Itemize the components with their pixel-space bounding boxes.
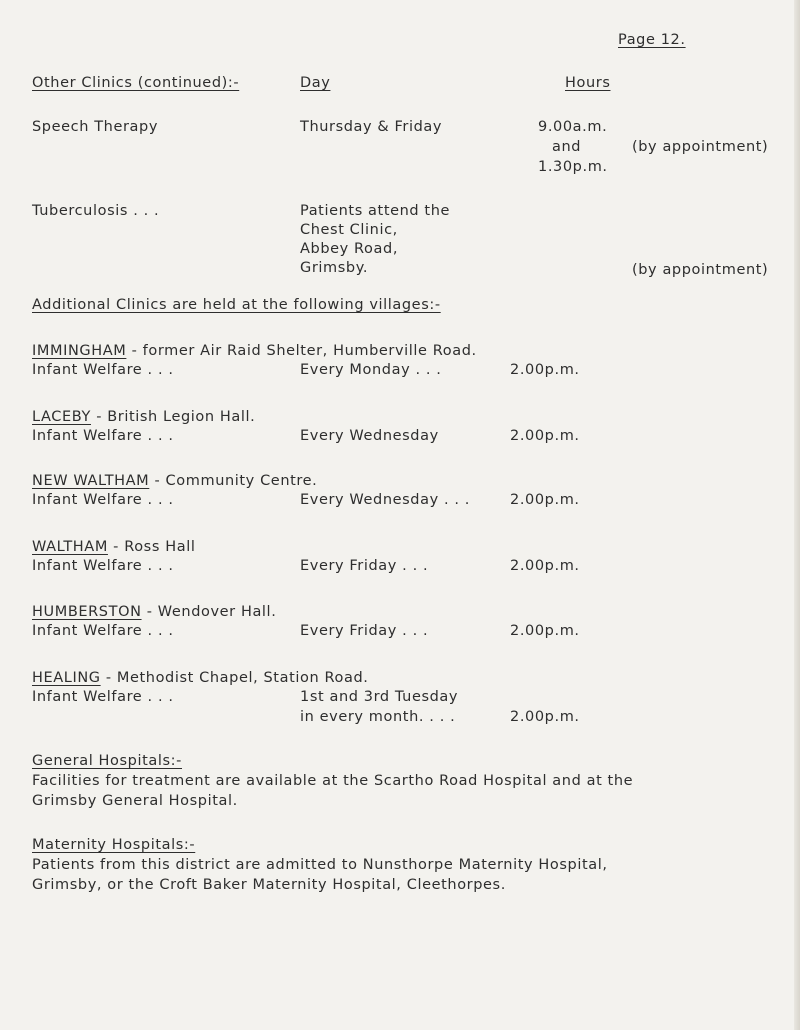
- general-hospitals-heading: General Hospitals:-: [32, 753, 182, 769]
- village-venue: - Methodist Chapel, Station Road.: [100, 670, 369, 686]
- appointment-note: (by appointment): [632, 139, 769, 155]
- clinic-type: Infant Welfare . . .: [32, 623, 174, 639]
- page-edge-shadow: [794, 0, 800, 1030]
- clinic-day: Every Friday . . .: [300, 558, 429, 574]
- clinic-detail: Abbey Road,: [300, 241, 399, 257]
- village-name: LACEBY: [32, 409, 91, 425]
- page-number: Page 12.: [618, 32, 686, 48]
- village-entry: [32, 472, 317, 490]
- clinic-day: Every Friday . . .: [300, 623, 429, 639]
- clinic-time: 2.00p.m.: [510, 623, 580, 639]
- general-hospitals-text: Facilities for treatment are available at the Scartho Road Hospital and at the: [32, 773, 634, 789]
- clinic-day: 1st and 3rd Tuesday: [300, 689, 459, 705]
- maternity-hospitals-text: Patients from this district are admitted to Nunsthorpe Maternity Hospital,: [32, 857, 608, 873]
- villages-heading: Additional Clinics are held at the following villages:-: [32, 297, 441, 313]
- clinic-time: 2.00p.m.: [510, 428, 580, 444]
- clinic-type: Infant Welfare . . .: [32, 492, 174, 508]
- village-name: NEW WALTHAM: [32, 473, 150, 489]
- clinic-type: Infant Welfare . . .: [32, 428, 174, 444]
- clinic-day: Every Wednesday . . .: [300, 492, 471, 508]
- clinic-detail: Chest Clinic,: [300, 222, 398, 238]
- village-venue: - Wendover Hall.: [141, 604, 277, 620]
- village-entry: [32, 342, 477, 360]
- village-venue: - Community Centre.: [149, 473, 318, 489]
- clinic-detail: Patients attend the: [300, 203, 451, 219]
- village-name: IMMINGHAM: [32, 343, 127, 359]
- village-entry: [32, 603, 276, 621]
- day-column-header: Day: [300, 75, 331, 91]
- clinic-day: Every Wednesday: [300, 428, 439, 444]
- clinic-type: Infant Welfare . . .: [32, 689, 174, 705]
- clinic-time: 2.00p.m.: [510, 492, 580, 508]
- village-venue: - former Air Raid Shelter, Humberville Road.: [126, 343, 477, 359]
- clinic-day: Thursday & Friday: [300, 119, 443, 135]
- appointment-note: (by appointment): [632, 262, 769, 278]
- clinic-day-detail: in every month. . . .: [300, 709, 456, 725]
- village-name: WALTHAM: [32, 539, 108, 555]
- village-entry: [32, 538, 195, 556]
- village-entry: [32, 669, 368, 687]
- clinic-time: 9.00a.m.: [538, 119, 608, 135]
- clinic-time: 1.30p.m.: [538, 159, 608, 175]
- maternity-hospitals-text: Grimsby, or the Croft Baker Maternity Hospital, Cleethorpes.: [32, 877, 506, 893]
- hours-column-header: Hours: [565, 75, 611, 91]
- general-hospitals-text: Grimsby General Hospital.: [32, 793, 238, 809]
- village-venue: - British Legion Hall.: [90, 409, 256, 425]
- clinic-type: Infant Welfare . . .: [32, 362, 174, 378]
- clinic-time-conjunction: and: [552, 139, 582, 155]
- clinic-time: 2.00p.m.: [510, 558, 580, 574]
- clinic-time: 2.00p.m.: [510, 709, 580, 725]
- village-entry: [32, 408, 255, 426]
- clinic-time: 2.00p.m.: [510, 362, 580, 378]
- village-name: HUMBERSTON: [32, 604, 142, 620]
- clinic-name: Tuberculosis . . .: [32, 203, 160, 219]
- clinic-type: Infant Welfare . . .: [32, 558, 174, 574]
- village-venue: - Ross Hall: [107, 539, 196, 555]
- section-title: Other Clinics (continued):-: [32, 75, 240, 91]
- clinic-name: Speech Therapy: [32, 119, 159, 135]
- clinic-detail: Grimsby.: [300, 260, 369, 276]
- clinic-day: Every Monday . . .: [300, 362, 442, 378]
- maternity-hospitals-heading: Maternity Hospitals:-: [32, 837, 196, 853]
- village-name: HEALING: [32, 670, 101, 686]
